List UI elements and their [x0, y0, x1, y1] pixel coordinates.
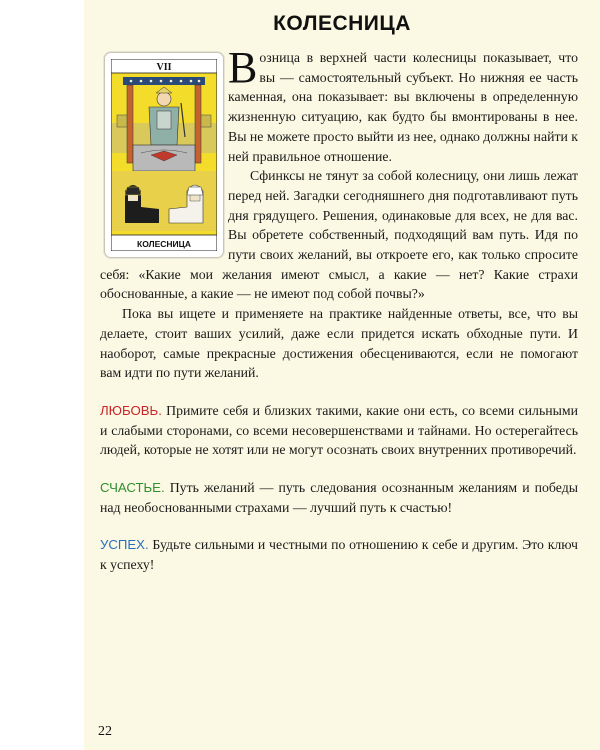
page-number: 22 [98, 724, 112, 739]
drop-cap: В [228, 43, 258, 92]
love-text: Примите себя и близких такими, какие они есть, со всеми сильными и слабыми сторонами, со всеми несовершенствами и тайнами. Но остерегайтесь людей, которые не хотят или не могут осознать своих внутренних противоречий. [100, 402, 578, 458]
paragraph-2: Сфинксы не тянут за собой колесницу, они лишь лежат перед ней. Загадки сегодняшнего дня подготавливают путь дня грядущего. Решения, одинаковые для всех, не для вас. Вы обретете собственный, подходящий вам путь. Идя по пути своих желаний, вы откроете его, как только спросите себя: «Какие мои желания имеют смысл, а какие — нет? Какие страхи обоснованные, а какие — не имеют под собой почвы?» [100, 168, 578, 302]
paragraph-1-text: озница в верхней части колесницы показывает, что вы — самостоятельный субъект. Но нижняя ее часть каменная, она показывает: вы включены в определенную жизненную ситуацию, как будто бы вмонтированы в нее. Вы не можете просто выйти из нее, однако должны найти к ней правильное отношение. [228, 50, 579, 164]
paragraph-3: Пока вы ищете и применяете на практике найденные ответы, все, что вы делаете, стоит ваших усилий, даже если придется искать обходные пути. И наоборот, самые прекрасные достижения обесцениваются, если не помогают вам идти по пути желаний. [100, 306, 578, 381]
card-float-spacer [100, 48, 228, 258]
card-name: КОЛЕСНИЦА [137, 239, 191, 249]
book-page [84, 0, 600, 750]
page-title: КОЛЕСНИЦА [273, 12, 411, 35]
love-label: ЛЮБОВЬ. [100, 402, 162, 418]
happiness-text: Путь желаний — путь следования осознанным желаниям и победы над необоснованными страхами — лучший путь к счастью! [100, 480, 578, 515]
section-success [100, 535, 578, 574]
body-text [100, 43, 579, 575]
happiness-label: СЧАСТЬЕ. [100, 480, 165, 496]
section-love [100, 401, 578, 460]
section-happiness [100, 478, 578, 517]
card-numeral: VII [156, 62, 172, 73]
success-label: УСПЕХ. [100, 537, 149, 553]
success-text: Будьте сильными и честными по отношению к себе и другим. Это ключ к успеху! [100, 537, 578, 573]
